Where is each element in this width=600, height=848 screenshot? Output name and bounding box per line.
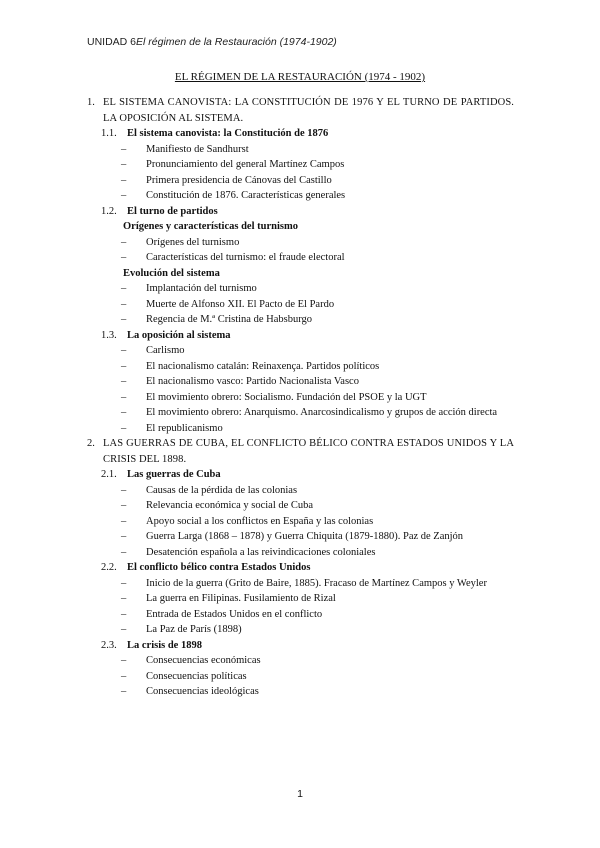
heading-number: 1. [87,97,95,108]
dash-marker: – [121,484,127,496]
dash-marker: – [121,360,127,372]
heading-number: 2.3. [101,639,117,651]
dash-marker: – [121,391,127,403]
list-item-text: Inicio de la guerra (Grito de Baire, 1885). Fracaso de Martínez Campos y Weyler [146,577,487,589]
list-item [121,173,514,189]
heading-text: Las guerras de Cuba [127,469,221,480]
heading-text: EL SISTEMA CANOVISTA: LA CONSTITUCIÓN DE 1976 Y EL TURNO DE PARTIDOS. LA OPOSICIÓN AL SISTEMA. [103,97,514,124]
list-item-text: Regencia de M.ª Cristina de Habsburgo [146,314,313,325]
list-item [121,297,514,313]
dash-marker: – [121,143,127,155]
group-heading: Evolución del sistema [123,267,220,279]
list-item-text: Constitución de 1876. Características generales [146,190,346,201]
heading-number: 1.2. [101,205,117,217]
list-item-text: Pronunciamiento del general Martínez Campos [146,159,345,170]
heading-number: 2.2. [101,562,117,573]
heading-number: 2. [87,438,95,449]
list-item-text: El movimiento obrero: Anarquismo. Anarcosindicalismo y grupos de acción directa [146,407,498,418]
dash-marker: – [121,283,127,294]
dash-marker: – [121,593,127,604]
list-item [121,483,514,499]
list-item [121,498,514,514]
heading-text: La crisis de 1898 [127,639,202,651]
list-item-text: Primera presidencia de Cánovas del Castillo [146,174,332,186]
dash-marker: – [121,159,127,170]
dash-marker: – [121,655,127,666]
list-item-text: El nacionalismo vasco: Partido Nacionalista Vasco [146,376,359,387]
heading-text: El turno de partidos [127,205,218,217]
list-item-text: El nacionalismo catalán: Reinaxença. Partidos políticos [146,360,380,372]
dash-marker: – [121,236,127,248]
document-title: EL RÉGIMEN DE LA RESTAURACIÓN (1974 - 1902) [174,71,426,83]
dash-marker: – [121,314,127,325]
list-item-text: Relevancia económica y social de Cuba [146,500,314,511]
page-header [87,36,337,48]
subsection-heading [101,204,514,220]
list-item [121,545,514,561]
list-item [121,576,514,592]
list-item [121,142,514,158]
dash-marker: – [121,190,127,201]
heading-text: El conflicto bélico contra Estados Unidos [127,562,311,573]
list-item-text: Manifiesto de Sandhurst [146,143,249,155]
subsection-heading [101,638,514,654]
list-item [121,390,514,406]
list-item-text: La guerra en Filipinas. Fusilamiento de Rizal [146,593,336,604]
list-item-text: Carlismo [146,345,185,356]
heading-number: 1.3. [101,329,117,341]
dash-marker: – [121,624,127,635]
list-item-text: Orígenes del turnismo [146,236,240,248]
dash-marker: – [121,515,127,527]
list-item [121,684,514,700]
list-item [121,405,514,421]
list-item-text: Características del turnismo: el fraude electoral [146,252,345,263]
subsection-heading [101,467,514,483]
list-item-text: El movimiento obrero: Socialismo. Fundación del PSOE y la UGT [146,391,427,403]
page-number: 1 [297,788,303,800]
list-item-text: Implantación del turnismo [146,283,257,294]
dash-marker: – [121,422,127,434]
list-item [121,669,514,685]
list-item-text: Guerra Larga (1868 – 1878) y Guerra Chiquita (1879-1880). Paz de Zanjón [146,531,464,542]
subsection-heading [101,560,514,576]
list-item [121,235,514,251]
list-item [121,653,514,669]
heading-text: El sistema canovista: la Constitución de 1876 [127,128,329,139]
heading-number: 2.1. [101,469,117,480]
dash-marker: – [121,577,127,589]
list-item [121,514,514,530]
list-item [121,359,514,375]
section-heading [87,95,514,126]
header-unit: UNIDAD 6 [87,36,137,48]
list-item-text: La Paz de París (1898) [146,624,242,635]
subsection-heading [101,126,514,142]
list-item-text: Entrada de Estados Unidos en el conflicto [146,608,323,620]
list-item [121,374,514,390]
heading-text: LAS GUERRAS DE CUBA, EL CONFLICTO BÉLICO CONTRA ESTADOS UNIDOS Y LA CRISIS DEL 1898. [103,438,514,465]
group-heading: Orígenes y características del turnismo [123,221,298,232]
dash-marker: – [121,407,127,418]
dash-marker: – [121,546,127,558]
list-item-text: El republicanismo [146,422,223,434]
list-item [121,281,514,297]
list-item [121,188,514,204]
dash-marker: – [121,670,127,682]
dash-marker: – [121,345,127,356]
dash-marker: – [121,252,127,263]
list-item-text: Desatención española a las reivindicaciones coloniales [146,546,376,558]
list-item-text: Muerte de Alfonso XII. El Pacto de El Pardo [146,298,335,310]
list-item-text: Consecuencias ideológicas [146,686,259,697]
list-item-text: Consecuencias políticas [146,670,247,682]
list-item [121,607,514,623]
dash-marker: – [121,608,127,620]
list-item [121,343,514,359]
dash-marker: – [121,376,127,387]
dash-marker: – [121,298,127,310]
dash-marker: – [121,531,127,542]
section-heading [87,436,514,467]
list-item [121,591,514,607]
list-item-text: Causas de la pérdida de las colonias [146,484,298,496]
list-item [121,622,514,638]
list-item [121,157,514,173]
subsection-heading [101,328,514,344]
heading-number: 1.1. [101,128,117,139]
heading-text: La oposición al sistema [127,329,231,341]
dash-marker: – [121,174,127,186]
list-item [121,312,514,328]
list-item-text: Apoyo social a los conflictos en España y las colonias [146,515,374,527]
dash-marker: – [121,500,127,511]
list-item [121,421,514,437]
outline [87,95,514,700]
list-item [121,529,514,545]
dash-marker: – [121,686,127,697]
list-item-text: Consecuencias económicas [146,655,261,666]
header-title: El régimen de la Restauración (1974-1902) [136,36,337,48]
list-item [121,250,514,266]
